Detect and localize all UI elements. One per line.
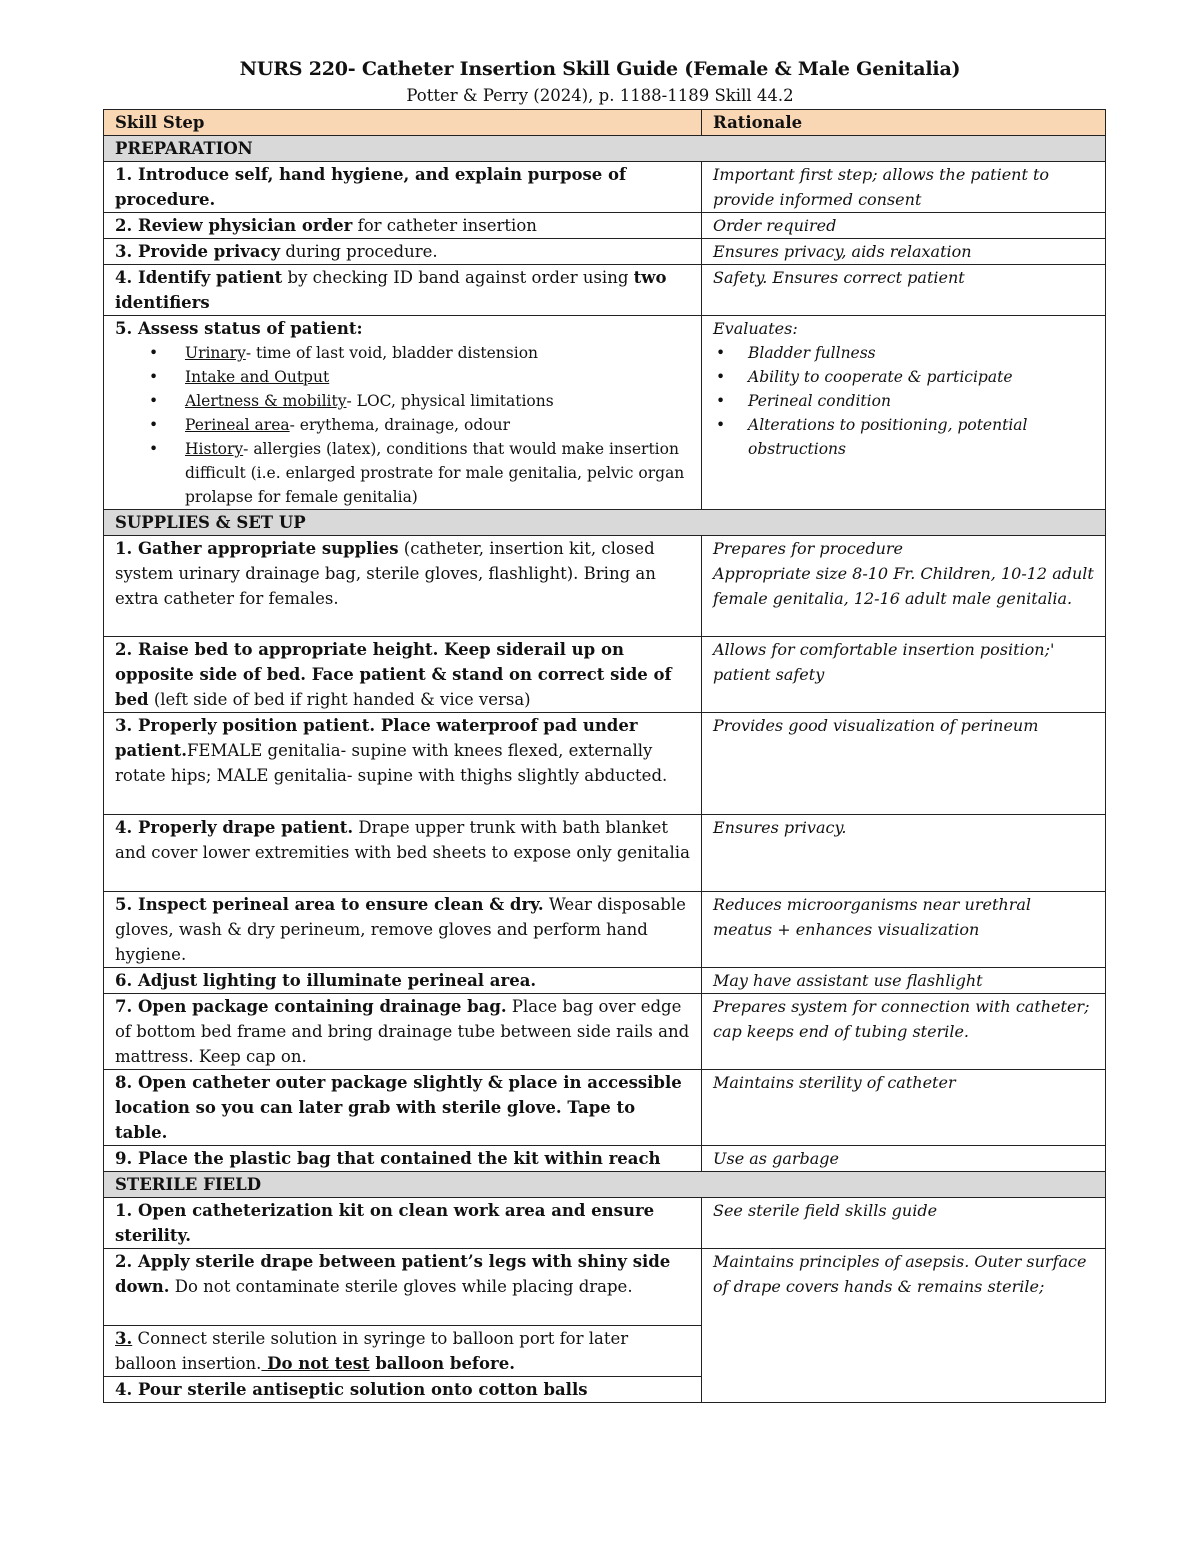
rationale-cell: Evaluates: • Bladder fullness • Ability to cooperate & participate • Perineal condition • Alterations to positioning, potential obstructions — [702, 316, 1106, 510]
rationale-cell: Use as garbage — [702, 1146, 1106, 1172]
table-row — [104, 637, 1106, 713]
step-cell: 1. Introduce self, hand hygiene, and explain purpose of procedure. — [104, 162, 702, 213]
list-item: • Perineal condition — [748, 389, 1095, 413]
rationale-cell: Order required — [702, 213, 1106, 239]
rationale-cell: Maintains principles of asepsis. Outer surface of drape covers hands & remains sterile; — [702, 1249, 1106, 1403]
step-cell: 1. Gather appropriate supplies (catheter, insertion kit, closed system urinary drainage bag, sterile gloves, flashlight). Bring an extra catheter for females. — [104, 536, 702, 637]
table-header-row — [104, 110, 1106, 136]
section-supplies — [104, 510, 1106, 536]
table-row — [104, 162, 1106, 213]
document-title: NURS 220- Catheter Insertion Skill Guide (Female & Male Genitalia) — [239, 58, 961, 80]
table-row — [104, 713, 1106, 815]
rationale-cell: See sterile field skills guide — [702, 1198, 1106, 1249]
table-row — [104, 213, 1106, 239]
table-row — [104, 892, 1106, 968]
table-row — [104, 1249, 1106, 1326]
rationale-cell: Ensures privacy. — [702, 815, 1106, 892]
section-sterile-field — [104, 1172, 1106, 1198]
header-skill-step: Skill Step — [104, 110, 702, 136]
step-cell: 4. Properly drape patient. Drape upper trunk with bath blanket and cover lower extremities with bed sheets to expose only genitalia — [104, 815, 702, 892]
list-item: • Ability to cooperate & participate — [748, 365, 1095, 389]
table-row — [104, 1070, 1106, 1146]
step-cell: 4. Pour sterile antiseptic solution onto cotton balls — [104, 1377, 702, 1403]
list-item: • Perineal area- erythema, drainage, odour — [185, 413, 691, 437]
step-cell: 2. Review physician order for catheter insertion — [104, 213, 702, 239]
rationale-list — [713, 341, 1095, 461]
rationale-cell: Provides good visualization of perineum — [702, 713, 1106, 815]
document-subtitle: Potter & Perry (2024), p. 1188-1189 Skill 44.2 — [406, 86, 794, 105]
table-row — [104, 316, 1106, 510]
rationale-cell: Important first step; allows the patient to provide informed consent — [702, 162, 1106, 213]
table-row — [104, 265, 1106, 316]
list-item: • History- allergies (latex), conditions that would make insertion difficult (i.e. enlarged prostrate for male genitalia, pelvic organ prolapse for female genitalia) — [185, 437, 691, 509]
table-row — [104, 968, 1106, 994]
table-row — [104, 994, 1106, 1070]
step-cell: 1. Open catheterization kit on clean work area and ensure sterility. — [104, 1198, 702, 1249]
table-row — [104, 1198, 1106, 1249]
section-preparation — [104, 136, 1106, 162]
step-cell: 5. Assess status of patient: • Urinary- time of last void, bladder distension • Intake and Output • Alertness & mobility- LOC, physical limitations • Perineal area- erythema, drainage, odour • History- allergies (latex), conditions that would make insertion difficult (i.e. enlarged prostrate for male genitalia, pelvic organ prolapse for female genitalia) — [104, 316, 702, 510]
step-cell: 3. Properly position patient. Place waterproof pad under patient.FEMALE genitalia- supine with knees flexed, externally rotate hips; MALE genitalia- supine with thighs slightly abducted. — [104, 713, 702, 815]
table-row — [104, 239, 1106, 265]
section-title: SUPPLIES & SET UP — [104, 510, 1106, 536]
step-cell: 3. Connect sterile solution in syringe to balloon port for later balloon insertion. Do not test balloon before. — [104, 1326, 702, 1377]
list-item: • Intake and Output — [185, 365, 691, 389]
rationale-cell: Allows for comfortable insertion position;' patient safety — [702, 637, 1106, 713]
table-row — [104, 536, 1106, 637]
rationale-cell: Prepares system for connection with catheter; cap keeps end of tubing sterile. — [702, 994, 1106, 1070]
list-item: • Alterations to positioning, potential obstructions — [748, 413, 1095, 461]
table-row — [104, 1146, 1106, 1172]
step-cell: 5. Inspect perineal area to ensure clean & dry. Wear disposable gloves, wash & dry perineum, remove gloves and perform hand hygiene. — [104, 892, 702, 968]
step-cell: 8. Open catheter outer package slightly & place in accessible location so you can later grab with sterile glove. Tape to table. — [104, 1070, 702, 1146]
rationale-cell: Maintains sterility of catheter — [702, 1070, 1106, 1146]
step-cell: 2. Apply sterile drape between patient’s legs with shiny side down. Do not contaminate sterile gloves while placing drape. — [104, 1249, 702, 1326]
section-title: STERILE FIELD — [104, 1172, 1106, 1198]
rationale-cell: Safety. Ensures correct patient — [702, 265, 1106, 316]
step-cell: 7. Open package containing drainage bag. Place bag over edge of bottom bed frame and bring drainage tube between side rails and mattress. Keep cap on. — [104, 994, 702, 1070]
table-row — [104, 815, 1106, 892]
rationale-cell: May have assistant use flashlight — [702, 968, 1106, 994]
list-item: • Bladder fullness — [748, 341, 1095, 365]
list-item: • Alertness & mobility- LOC, physical limitations — [185, 389, 691, 413]
step-cell: 4. Identify patient by checking ID band against order using two identifiers — [104, 265, 702, 316]
rationale-cell: Reduces microorganisms near urethral meatus + enhances visualization — [702, 892, 1106, 968]
assessment-list — [115, 341, 691, 509]
step-cell: 6. Adjust lighting to illuminate perineal area. — [104, 968, 702, 994]
step-cell: 2. Raise bed to appropriate height. Keep siderail up on opposite side of bed. Face patient & stand on correct side of bed (left side of bed if right handed & vice versa) — [104, 637, 702, 713]
header-rationale: Rationale — [702, 110, 1106, 136]
step-cell: 3. Provide privacy during procedure. — [104, 239, 702, 265]
rationale-cell: Ensures privacy, aids relaxation — [702, 239, 1106, 265]
section-title: PREPARATION — [104, 136, 1106, 162]
step-cell: 9. Place the plastic bag that contained the kit within reach — [104, 1146, 702, 1172]
skill-guide-table — [103, 109, 1106, 1403]
rationale-cell: Prepares for procedure Appropriate size 8-10 Fr. Children, 10-12 adult female genitalia, 12-16 adult male genitalia. — [702, 536, 1106, 637]
list-item: • Urinary- time of last void, bladder distension — [185, 341, 691, 365]
